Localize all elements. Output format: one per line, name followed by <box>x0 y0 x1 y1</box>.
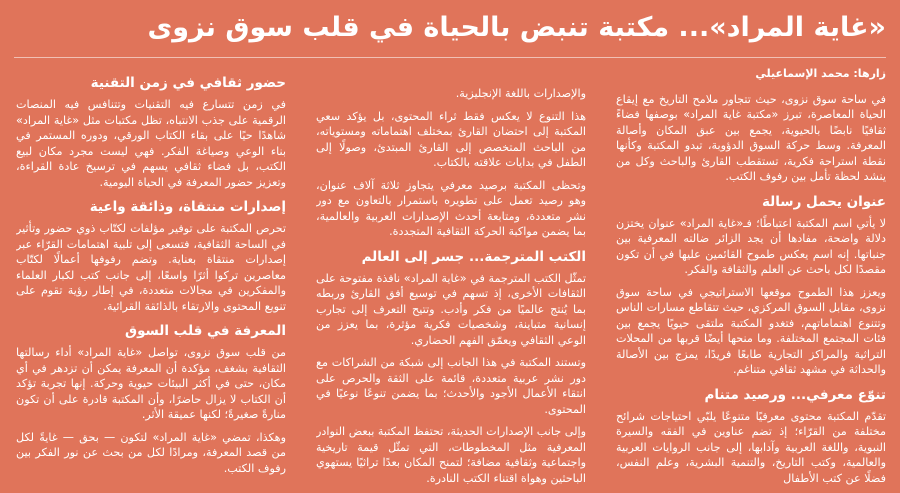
article-paragraph: في زمن تتسارع فيه التقنيات وتتنافس فيه المنصات الرقمية على جذب الانتباه، تظل مكتبات مثل «غاية المراد» شاهدًا حيًا على بقاء الكتاب الورقي، ودوره المستمر في بناء الوعي وصياغة الفكر. فهي ليست مجرد مكان لبيع الكتب، بل فضاء ثقافي يسهم في ترسيخ عادة القراءة، وتعزيز حضور المعرفة في الحياة اليومية. <box>16 98 286 189</box>
article-paragraph: وإلى جانب الإصدارات الحديثة، تحتفظ المكتبة ببعض النوادر المعرفية مثل المخطوطات، التي تمثّل قيمة تاريخية واجتماعية وثقافية مضافة؛ لتمنح المكان بعدًا تراثيًا يستهوي الباحثين وهواة اقتناء الكتب النادرة. <box>316 425 586 485</box>
section-heading: تنوّع معرفي... ورصيد متنام <box>704 386 886 403</box>
article-paragraph: لا يأتي اسم المكتبة اعتباطًا؛ فـ«غاية المراد» عنوان يختزن دلالة واضحة، مفادها أن يجد الزائر ضالته المعرفية بين جنباتها. إنه اسم يعكس طموح القائمين عليها في أن تكون مقصدًا لكل باحث عن العلم والثقافة والفكر. <box>616 216 886 276</box>
article-headline: «غاية المراد»... مكتبة تنبض بالحياة في قلب سوق نزوى <box>147 12 886 43</box>
article-paragraph: في ساحة سوق نزوى، حيث تتجاور ملامح التاريخ مع إيقاع الحياة المعاصرة، تبرز «مكتبة غاية المراد» بوصفها فضاءً ثقافيًا نابضًا بالحيوية، يجمع بين عبق المكان وأصالة المعرفة. وسط حركة السوق الدؤوبة، تبدو المكتبة وكأنها نقطة استراحة فكرية، تستقطب القارئ والباحث وكل من ينشد لحظة تأمل بين رفوف الكتب. <box>616 92 886 183</box>
article-paragraph: ويعزز هذا الطموح موقعها الاستراتيجي في ساحة سوق نزوى، مقابل السوق المركزي، حيث تتقاطع مسارات الناس وتتنوع اهتماماتهم، فتغدو المكتبة ملتقى حيويًا يجمع بين فئات المجتمع المختلفة. وما منحها أيضًا قربها من المحلات التراثية والمراكز التجارية طابعًا فريدًا، يمزج بين الأصالة والحداثة في مشهد ثقافي متناغم. <box>616 285 886 376</box>
section-heading: حضور ثقافي في زمن التقنية <box>90 75 286 91</box>
section-heading: الكتب المترجمة... جسر إلى العالم <box>361 248 586 265</box>
article-paragraph: وهكذا، تمضي «غاية المراد» لتكون — بحق — غايةً لكل من قصد المعرفة، ومرادًا لكل من بحث عن نور الفكر بين رفوف الكتب. <box>16 430 286 475</box>
article-paragraph: تحرص المكتبة على توفير مؤلفات لكتّاب ذوي حضور وتأثير في الساحة الثقافية، فتسعى إلى تلبية اهتمامات القرّاء عبر إصدارات منتقاة بعناية. وتضم رفوفها أعمالًا لكتّاب معاصرين تركوا أثرًا واسعًا، إلى جانب كتب لكبار العلماء والمفكرين في مجالات متعددة، في إطار رؤية تقوم على تنويع المحتوى والارتقاء بالذائقة القرائية. <box>16 222 286 313</box>
article-paragraph: هذا التنوع لا يعكس فقط ثراء المحتوى، بل يؤكد سعي المكتبة إلى احتضان القارئ بمختلف اهتماماته ومستوياته، من الباحث المتخصص إلى القارئ المبتدئ، وصولًا إلى الطفل في بدايات علاقته بالكتاب. <box>316 109 586 169</box>
section-heading: عنوان يحمل رسالة <box>761 193 886 210</box>
article-byline: زارها: محمد الإسماعيلي <box>755 67 886 80</box>
section-heading: المعرفة في قلب السوق <box>125 323 286 339</box>
article-column-2 <box>316 66 586 493</box>
column-2-body <box>316 86 586 486</box>
article-paragraph: وتحظى المكتبة برصيد معرفي يتجاوز ثلاثة آلاف عنوان، وهو رصيد تعمل على تطويره باستمرار بالتعاون مع دور نشر متعددة، ومتابعة أحدث الإصدارات العربية والعالمية، بما يضمن مواكبة الحركة الثقافية المتجددة. <box>316 178 586 238</box>
article-paragraph: تمثّل الكتب المترجمة في «غاية المراد» نافذة مفتوحة على الثقافات الأخرى، إذ تسهم في توسيع أفق القارئ وربطه بما يُنتج عالميًا من فكر وأدب. وتتيح التعرف إلى تجارب إنسانية متباينة، وشخصيات فكرية مؤثرة، بما يعزز من الوعي الثقافي ويعمّق الفهم الحضاري. <box>316 271 586 347</box>
article-paragraph: تقدّم المكتبة محتوى معرفيًا متنوعًا يلبّي احتياجات شرائح مختلفة من القرّاء؛ إذ تضم عناوين في الفقه والسيرة النبوية، واللغة العربية وآدابها، إلى جانب الروايات العربية والعالمية، وكتب التاريخ، والتنمية البشرية، وعلم النفس، فضلًا عن كتب الأطفال <box>616 409 886 485</box>
headline-divider <box>14 57 886 58</box>
article-paragraph: من قلب سوق نزوى، تواصل «غاية المراد» أداء رسالتها الثقافية بشغف، مؤكدة أن المعرفة يمكن أن تزدهر في أي مكان، حتى في أكثر البيئات حيوية وحركة. إنها تجربة تؤكد أن الكتاب لا يزال حاضرًا، وأن المكتبة قادرة على أن تكون منارةً صغيرةً؛ لكنها عميقة الأثر. <box>16 346 286 421</box>
article-paragraph: والإصدارات باللغة الإنجليزية. <box>455 87 586 100</box>
article-column-3 <box>16 66 286 493</box>
section-heading: إصدارات منتقاة، وذائقة واعية <box>89 199 286 215</box>
column-1-body <box>616 92 886 487</box>
article-paragraph: وتستند المكتبة في هذا الجانب إلى شبكة من الشراكات مع دور نشر عربية متعددة، قائمة على الثقة والحرص على انتقاء الأعمال الأجود والأحدث؛ بما يضمن تنوعًا نوعيًا في المحتوى. <box>316 356 586 416</box>
column-3-body <box>16 74 286 476</box>
article-column-1 <box>616 66 886 493</box>
